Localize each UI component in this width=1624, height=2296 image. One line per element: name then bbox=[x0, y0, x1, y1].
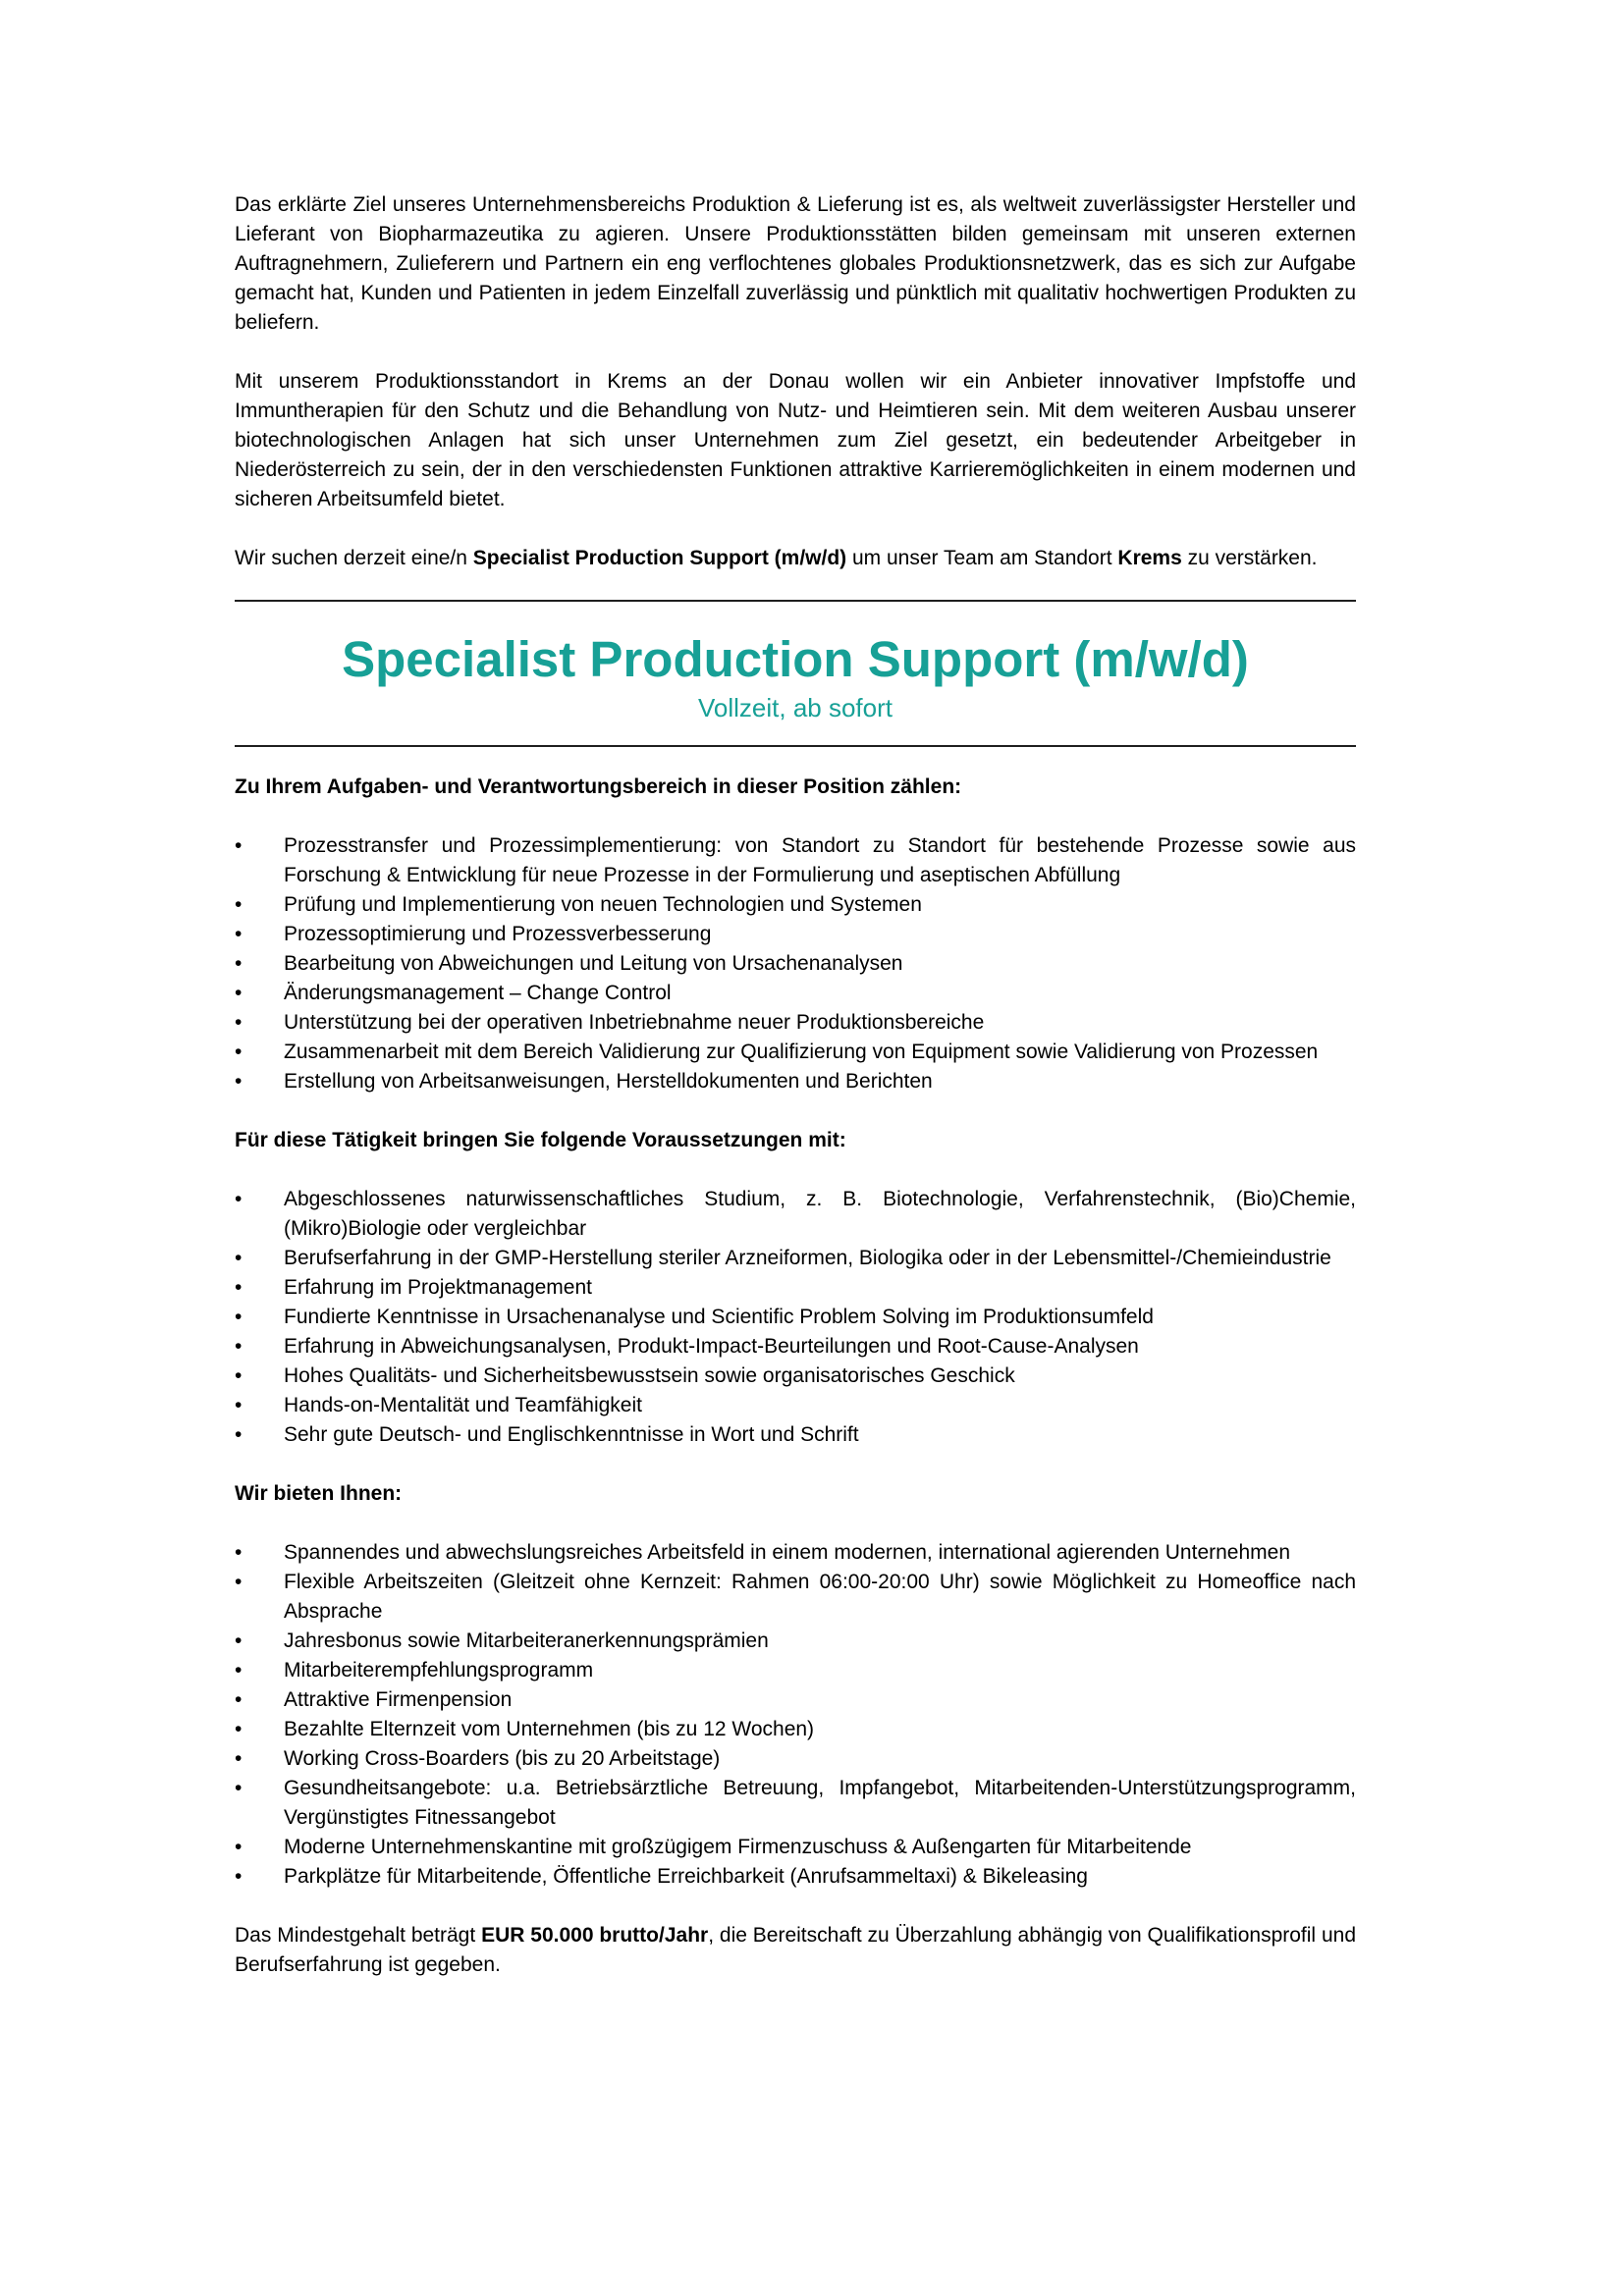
intro-paragraph-1: Das erklärte Ziel unseres Unternehmensbereichs Produktion & Lieferung ist es, als weltweit zuverlässigster Hersteller und Lieferant von Biopharmazeutika zu agieren. Unsere Produktionsstätten bilden gemeinsam mit unseren externen Auftragnehmern, Zulieferern und Partnern ein eng verflochtenes globales Produktionsnetzwerk, das es sich zur Aufgabe gemacht hat, Kunden und Patienten in jedem Einzelfall zuverlässig und pünktlich mit qualitativ hochwertigen Produkten zu beliefern. bbox=[235, 193, 1356, 334]
list-item bbox=[235, 949, 1356, 979]
job-title: Specialist Production Support (m/w/d) bbox=[342, 631, 1249, 687]
list-item bbox=[235, 1774, 1356, 1833]
list-item-text: Working Cross-Boarders (bis zu 20 Arbeitstage) bbox=[284, 1747, 721, 1770]
bullet-icon: • bbox=[235, 1306, 243, 1328]
list-item bbox=[235, 1185, 1356, 1244]
job-subtitle: Vollzeit, ab sofort bbox=[698, 693, 893, 722]
bullet-icon: • bbox=[235, 1011, 243, 1034]
bullet-icon: • bbox=[235, 982, 243, 1004]
list-item-text: Prüfung und Implementierung von neuen Technologien und Systemen bbox=[284, 893, 922, 916]
bullet-icon: • bbox=[235, 1571, 243, 1593]
list-item-text: Jahresbonus sowie Mitarbeiteranerkennungsprämien bbox=[284, 1629, 769, 1652]
bullet-icon: • bbox=[235, 1423, 243, 1446]
bullet-icon: • bbox=[235, 1836, 243, 1858]
list-item-text: Spannendes und abwechslungsreiches Arbeitsfeld in einem modernen, international agierenden Unternehmen bbox=[284, 1541, 1291, 1564]
intro-position-name: Specialist Production Support (m/w/d) bbox=[472, 547, 847, 569]
list-item-text: Mitarbeiterempfehlungsprogramm bbox=[284, 1659, 594, 1682]
list-item-text: Attraktive Firmenpension bbox=[284, 1688, 513, 1711]
bullet-icon: • bbox=[235, 1688, 243, 1711]
bullet-icon: • bbox=[235, 923, 243, 945]
list-item-text: Sehr gute Deutsch- und Englischkenntnisse in Wort und Schrift bbox=[284, 1423, 859, 1446]
bullet-icon: • bbox=[235, 952, 243, 975]
salary-suffix: , die Bereitschaft zu Überzahlung abhängig von Qualifikationsprofil und Berufserfahrung ist gegeben. bbox=[235, 1924, 1356, 1976]
bullet-icon: • bbox=[235, 1247, 243, 1269]
list-item bbox=[235, 1685, 1356, 1715]
bullet-icon: • bbox=[235, 1070, 243, 1093]
bullet-icon: • bbox=[235, 1364, 243, 1387]
list-item bbox=[235, 1008, 1356, 1038]
bullet-icon: • bbox=[235, 1188, 243, 1210]
list-item bbox=[235, 1273, 1356, 1303]
list-item bbox=[235, 1627, 1356, 1656]
list-item-text: Erfahrung im Projektmanagement bbox=[284, 1276, 592, 1299]
bullet-icon: • bbox=[235, 1777, 243, 1799]
list-item bbox=[235, 1391, 1356, 1420]
bullet-icon: • bbox=[235, 1865, 243, 1888]
list-item-text: Hohes Qualitäts- und Sicherheitsbewusstsein sowie organisatorisches Geschick bbox=[284, 1364, 1015, 1387]
list-item bbox=[235, 979, 1356, 1008]
list-item-text: Bearbeitung von Abweichungen und Leitung von Ursachenanalysen bbox=[284, 952, 903, 975]
list-item-text: Fundierte Kenntnisse in Ursachenanalyse und Scientific Problem Solving im Produktionsumfeld bbox=[284, 1306, 1154, 1328]
bullet-icon: • bbox=[235, 1394, 243, 1416]
list-item-text: Änderungsmanagement – Change Control bbox=[284, 982, 672, 1004]
benefits-list bbox=[235, 1538, 1356, 1892]
list-item bbox=[235, 1420, 1356, 1450]
title-divider-top bbox=[235, 600, 1356, 602]
list-item bbox=[235, 831, 1356, 890]
list-item bbox=[235, 1715, 1356, 1744]
list-item-text: Zusammenarbeit mit dem Bereich Validierung zur Qualifizierung von Equipment sowie Validierung von Prozessen bbox=[284, 1041, 1319, 1063]
intro-paragraph-3 bbox=[235, 544, 1356, 573]
list-item bbox=[235, 1862, 1356, 1892]
intro-location-name: Krems bbox=[1117, 547, 1182, 569]
list-item bbox=[235, 1067, 1356, 1096]
list-item bbox=[235, 1538, 1356, 1568]
bullet-icon: • bbox=[235, 1541, 243, 1564]
list-item-text: Parkplätze für Mitarbeitende, Öffentliche Erreichbarkeit (Anrufsammeltaxi) & Bikeleasing bbox=[284, 1865, 1088, 1888]
salary-prefix: Das Mindestgehalt beträgt bbox=[235, 1924, 482, 1947]
list-item bbox=[235, 1303, 1356, 1332]
list-item bbox=[235, 1833, 1356, 1862]
list-item bbox=[235, 1038, 1356, 1067]
list-item-text: Hands-on-Mentalität und Teamfähigkeit bbox=[284, 1394, 642, 1416]
list-item-text: Erstellung von Arbeitsanweisungen, Herstelldokumenten und Berichten bbox=[284, 1070, 933, 1093]
salary-paragraph bbox=[235, 1921, 1356, 1980]
list-item bbox=[235, 1332, 1356, 1362]
list-item bbox=[235, 920, 1356, 949]
list-item-text: Berufserfahrung in der GMP-Herstellung steriler Arzneiformen, Biologika oder in der Lebensmittel-/Chemieindustrie bbox=[284, 1247, 1331, 1269]
requirements-list bbox=[235, 1185, 1356, 1450]
bullet-icon: • bbox=[235, 1718, 243, 1740]
list-item-text: Abgeschlossenes naturwissenschaftliches Studium, z. B. Biotechnologie, Verfahrenstechnik, (Bio)Chemie, (Mikro)Biologie oder vergleichbar bbox=[284, 1188, 1356, 1240]
bullet-icon: • bbox=[235, 1335, 243, 1358]
list-item bbox=[235, 1568, 1356, 1627]
list-item-text: Moderne Unternehmenskantine mit großzügigem Firmenzuschuss & Außengarten für Mitarbeitende bbox=[284, 1836, 1192, 1858]
list-item bbox=[235, 1656, 1356, 1685]
bullet-icon: • bbox=[235, 1659, 243, 1682]
list-item-text: Erfahrung in Abweichungsanalysen, Produkt-Impact-Beurteilungen und Root-Cause-Analysen bbox=[284, 1335, 1139, 1358]
tasks-list bbox=[235, 831, 1356, 1096]
list-item-text: Gesundheitsangebote: u.a. Betriebsärztliche Betreuung, Impfangebot, Mitarbeitenden-Unterstützungsprogramm, Vergünstigtes Fitnessangebot bbox=[284, 1777, 1356, 1829]
list-item-text: Flexible Arbeitszeiten (Gleitzeit ohne Kernzeit: Rahmen 06:00-20:00 Uhr) sowie Möglichkeit zu Homeoffice nach Absprache bbox=[284, 1571, 1356, 1623]
bullet-icon: • bbox=[235, 1276, 243, 1299]
tasks-heading: Zu Ihrem Aufgaben- und Verantwortungsbereich in dieser Position zählen: bbox=[235, 775, 962, 798]
bullet-icon: • bbox=[235, 893, 243, 916]
intro-text-middle: um unser Team am Standort bbox=[846, 547, 1118, 569]
list-item bbox=[235, 890, 1356, 920]
intro-text-prefix: Wir suchen derzeit eine/n bbox=[235, 547, 473, 569]
requirements-heading: Für diese Tätigkeit bringen Sie folgende Voraussetzungen mit: bbox=[235, 1129, 846, 1151]
job-posting-page bbox=[235, 190, 1356, 1980]
bullet-icon: • bbox=[235, 834, 243, 857]
list-item-text: Bezahlte Elternzeit vom Unternehmen (bis zu 12 Wochen) bbox=[284, 1718, 815, 1740]
title-divider-bottom bbox=[235, 745, 1356, 747]
list-item bbox=[235, 1744, 1356, 1774]
list-item-text: Unterstützung bei der operativen Inbetriebnahme neuer Produktionsbereiche bbox=[284, 1011, 985, 1034]
list-item bbox=[235, 1362, 1356, 1391]
bullet-icon: • bbox=[235, 1747, 243, 1770]
salary-amount: EUR 50.000 brutto/Jahr bbox=[481, 1924, 709, 1947]
list-item bbox=[235, 1244, 1356, 1273]
bullet-icon: • bbox=[235, 1041, 243, 1063]
list-item-text: Prozesstransfer und Prozessimplementierung: von Standort zu Standort für bestehende Prozesse sowie aus Forschung & Entwicklung für neue Prozesse in der Formulierung und aseptischen Abfüllung bbox=[284, 834, 1356, 886]
bullet-icon: • bbox=[235, 1629, 243, 1652]
intro-text-suffix: zu verstärken. bbox=[1181, 547, 1318, 569]
intro-paragraph-2: Mit unserem Produktionsstandort in Krems an der Donau wollen wir ein Anbieter innovativer Impfstoffe und Immuntherapien für den Schutz und die Behandlung von Nutz- und Heimtieren sein. Mit dem weiteren Ausbau unserer biotechnologischen Anlagen hat sich unser Unternehmen zum Ziel gesetzt, ein bedeutender Arbeitgeber in Niederösterreich zu sein, der in den verschiedensten Funktionen attraktive Karrieremöglichkeiten in einem modernen und sicheren Arbeitsumfeld bietet. bbox=[235, 370, 1356, 510]
benefits-heading: Wir bieten Ihnen: bbox=[235, 1482, 403, 1505]
list-item-text: Prozessoptimierung und Prozessverbesserung bbox=[284, 923, 712, 945]
